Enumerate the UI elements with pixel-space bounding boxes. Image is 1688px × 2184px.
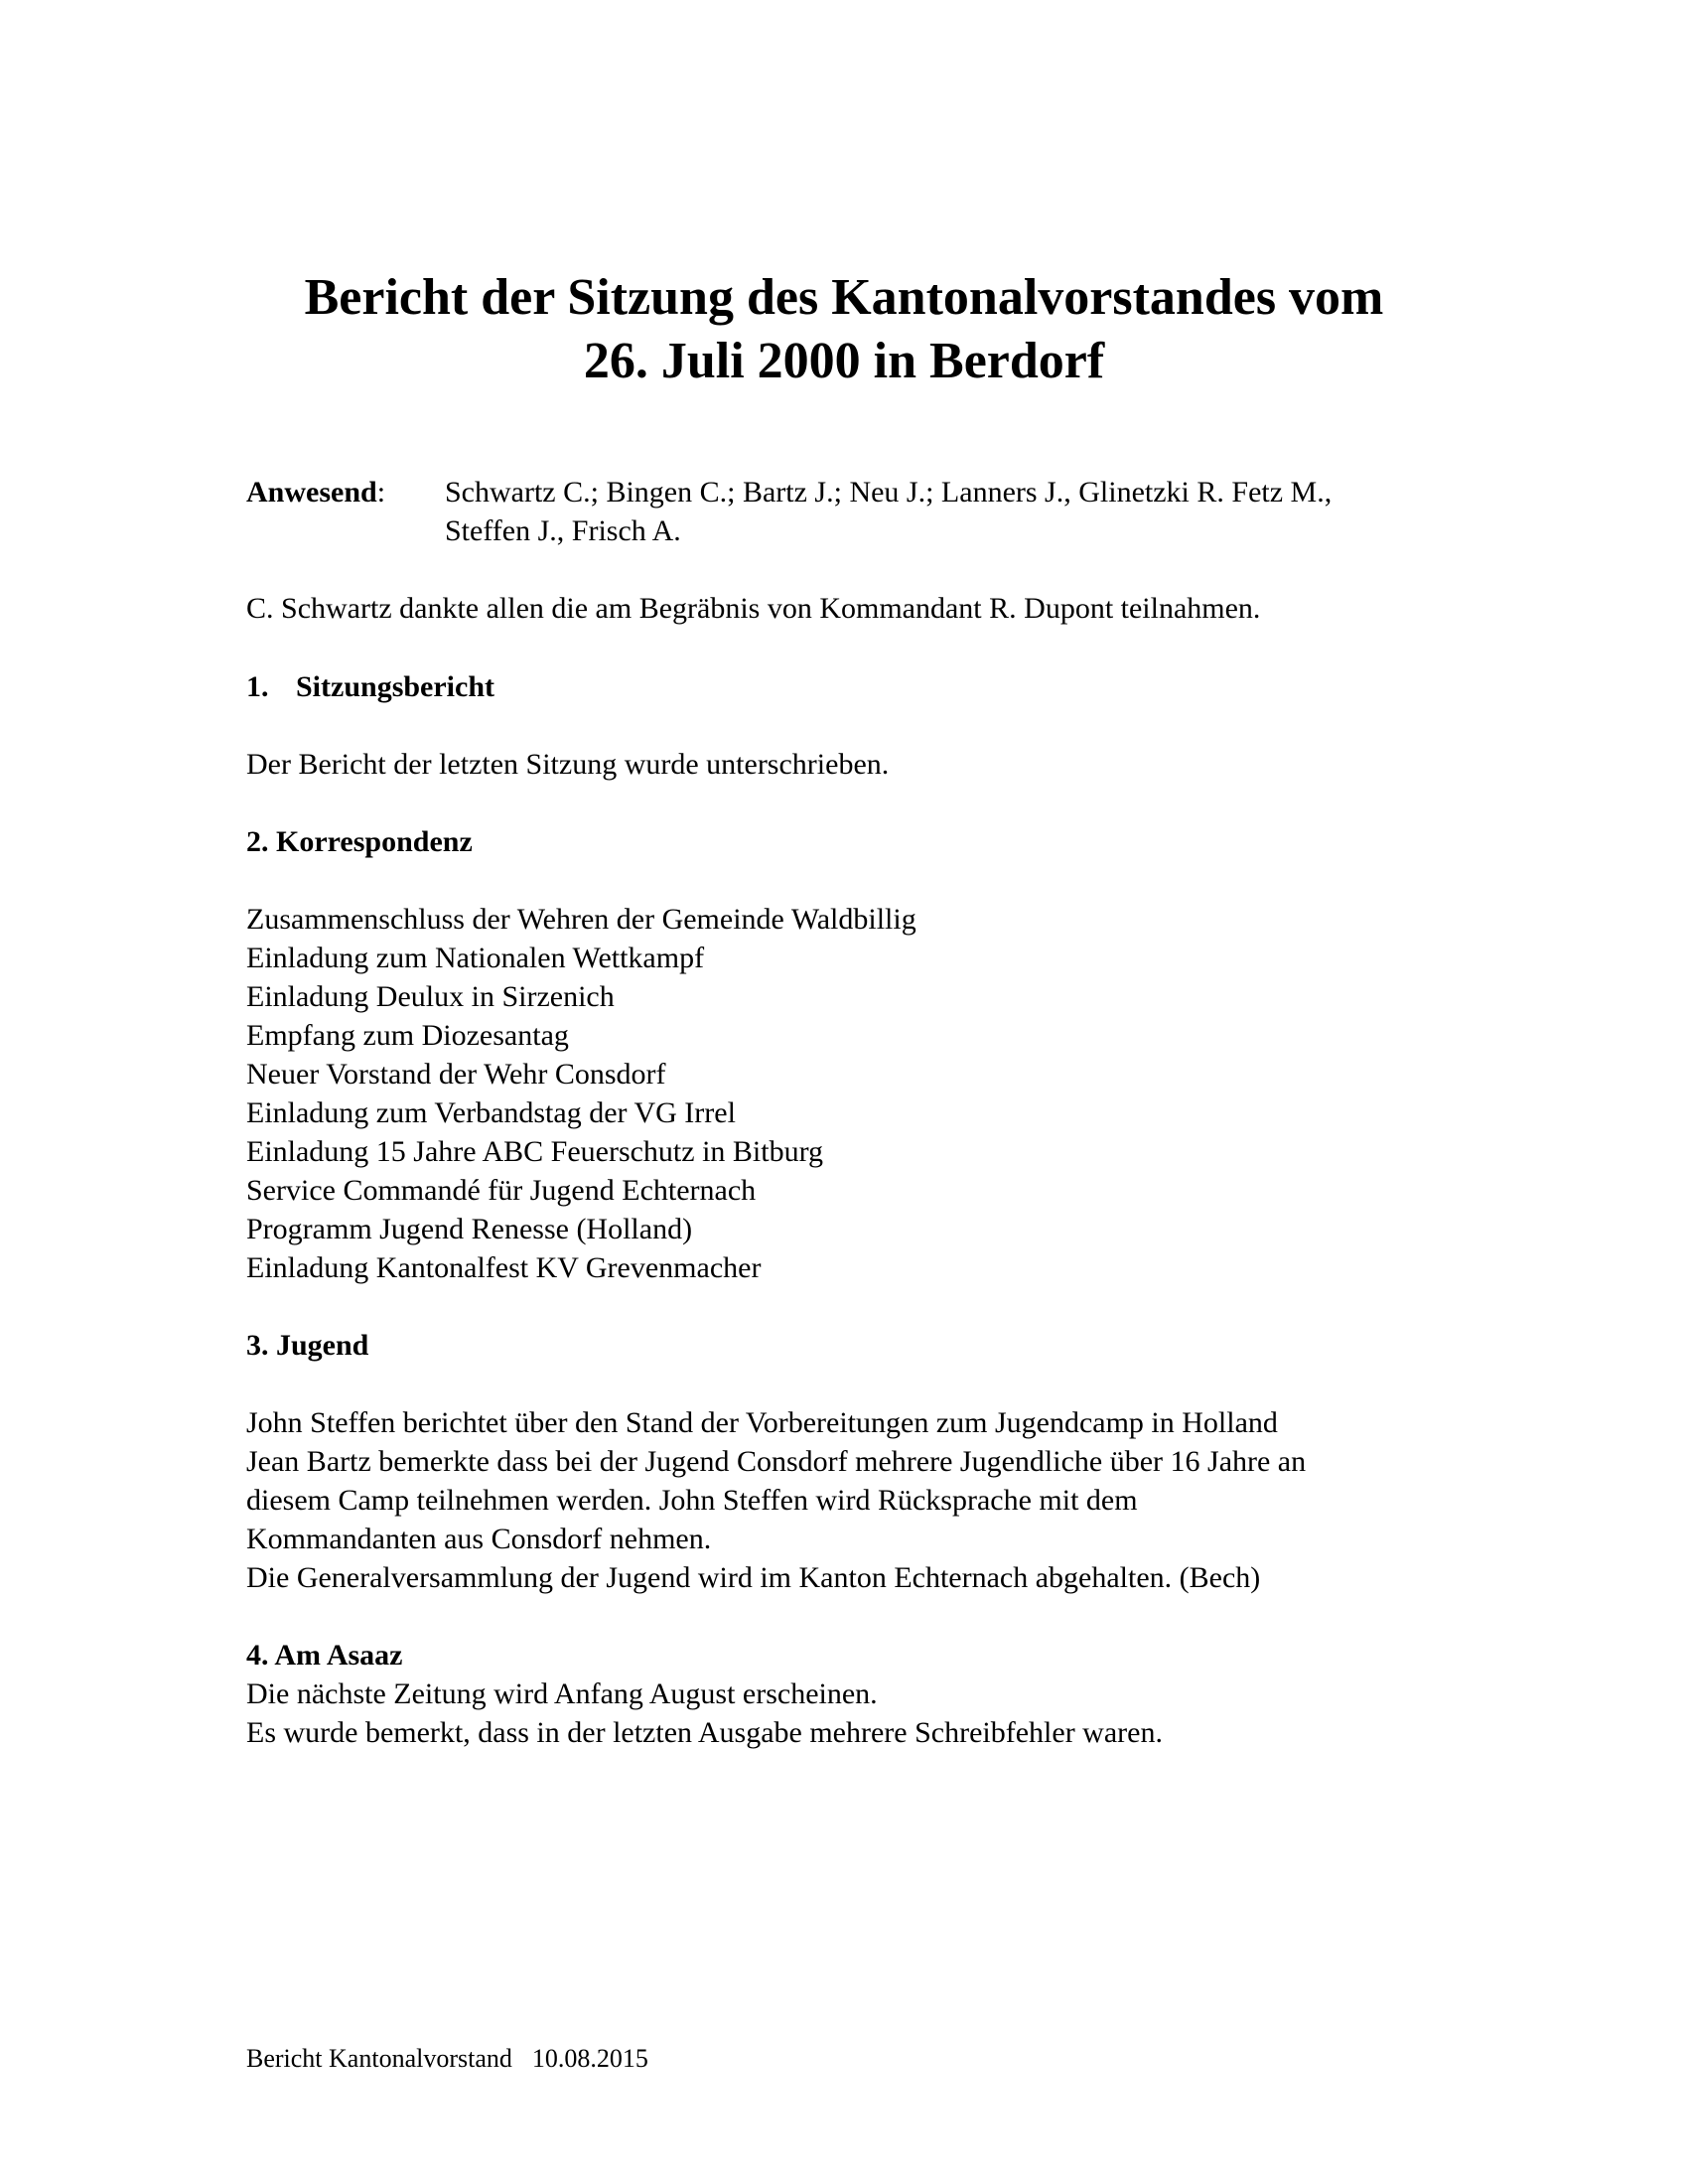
section-1-text: Der Bericht der letzten Sitzung wurde unterschrieben. [246,748,890,781]
footer-date: 10.08.2015 [531,2044,648,2073]
text-line: Jean Bartz bemerkte dass bei der Jugend Consdorf mehrere Jugendliche über 16 Jahre an [246,1445,1307,1478]
section-3-heading: 3. Jugend [246,1329,369,1362]
text-line: Es wurde bemerkt, dass in der letzten Ausgabe mehrere Schreibfehler waren. [246,1716,1163,1749]
list-item: Programm Jugend Renesse (Holland) [246,1213,693,1245]
list-item: Neuer Vorstand der Wehr Consdorf [246,1058,666,1091]
text-line: diesem Camp teilnehmen werden. John Steffen wird Rücksprache mit dem [246,1484,1138,1517]
attendance-names-line: Steffen J., Frisch A. [445,514,681,547]
section-1-number: 1. [246,670,269,703]
title-line: 26. Juli 2000 in Berdorf [583,333,1105,389]
document-title [149,266,1539,393]
section-3-text [246,1403,1306,1597]
list-item: Zusammenschluss der Wehren der Gemeinde Waldbillig [246,903,916,936]
text-line: Die Generalversammlung der Jugend wird im Kanton Echternach abgehalten. (Bech) [246,1561,1261,1594]
text-line: Kommandanten aus Consdorf nehmen. [246,1523,712,1555]
list-item: Service Commandé für Jugend Echternach [246,1174,757,1207]
section-1-heading [246,667,494,706]
section-1-title: Sitzungsbericht [296,670,495,703]
section-2-heading: 2. Korrespondenz [246,825,473,858]
text-line: Die nächste Zeitung wird Anfang August erscheinen. [246,1677,878,1710]
list-item: Einladung Kantonalfest KV Grevenmacher [246,1251,762,1284]
list-item: Einladung Deulux in Sirzenich [246,980,615,1013]
section-4-heading: 4. Am Asaaz [246,1639,403,1672]
attendance-colon: : [376,476,386,509]
page-footer [246,2042,648,2076]
list-item: Empfang zum Diozesantag [246,1019,569,1052]
section-4-text [246,1674,1163,1752]
attendance-names [445,473,1487,550]
footer-label: Bericht Kantonalvorstand [246,2044,512,2073]
list-item: Einladung zum Nationalen Wettkampf [246,942,705,974]
list-item: Einladung 15 Jahre ABC Feuerschutz in Bitburg [246,1135,824,1168]
attendance-label: Anwesend: [246,476,386,509]
text-line: John Steffen berichtet über den Stand der Vorbereitungen zum Jugendcamp in Holland [246,1406,1278,1439]
intro-paragraph: C. Schwartz dankte allen die am Begräbnis von Kommandant R. Dupont teilnahmen. [246,592,1261,625]
title-line: Bericht der Sitzung des Kantonalvorstandes vom [304,269,1384,326]
attendance-names-line: Schwartz C.; Bingen C.; Bartz J.; Neu J.; Lanners J., Glinetzki R. Fetz M., [445,476,1333,509]
list-item: Einladung zum Verbandstag der VG Irrel [246,1096,736,1129]
correspondence-list [246,900,916,1287]
